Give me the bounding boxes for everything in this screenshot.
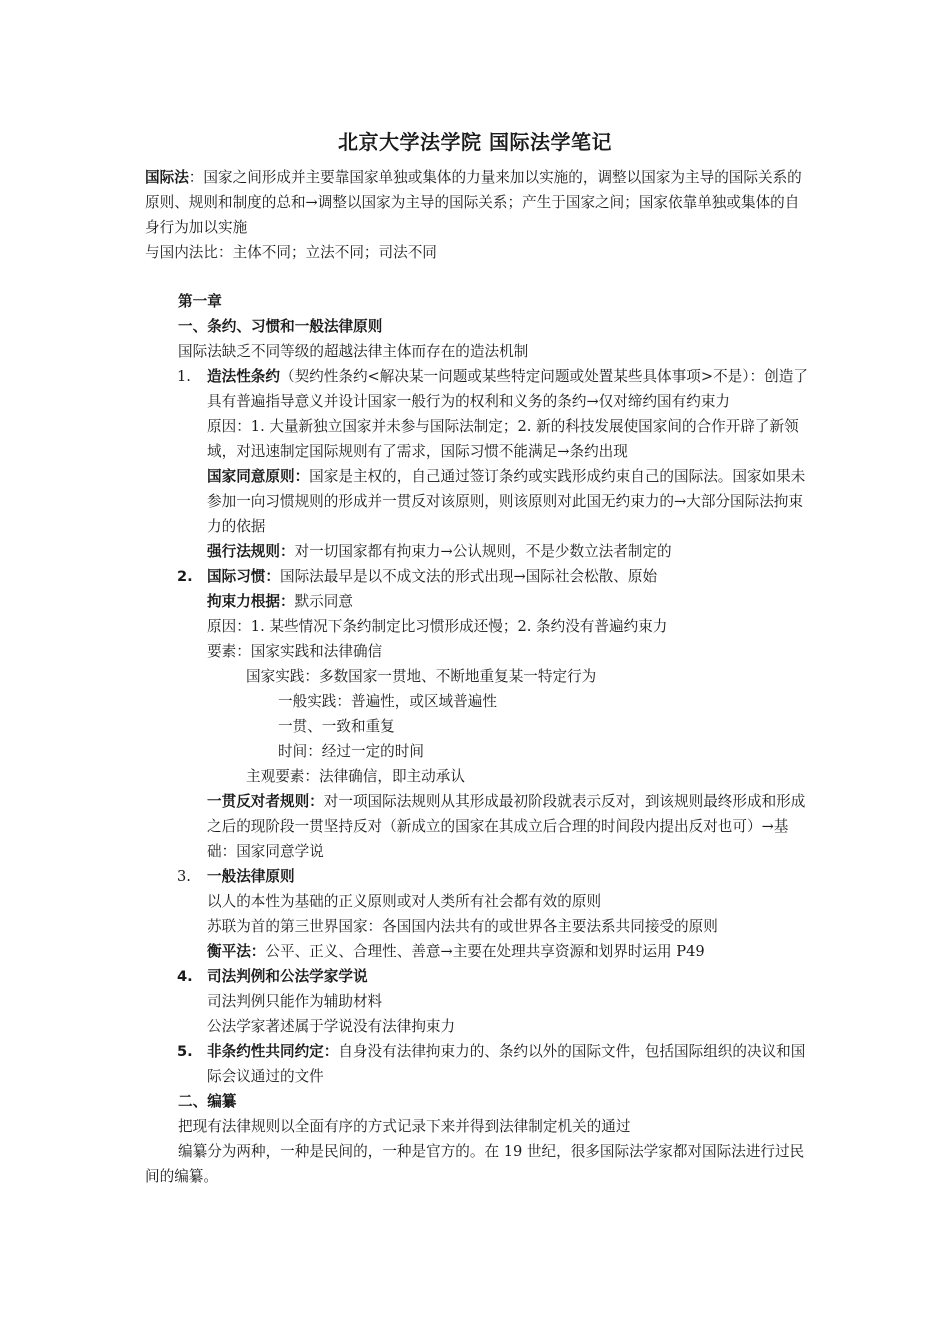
sub-item: 一般实践：普遍性，或区域普遍性 [278, 693, 497, 710]
list-item: 3. 一般法律原则 以人的本性为基础的正义原则或对人类所有社会都有效的原则 苏联为首的第三世界国家：各国国内法共有的或世界各主要法系共同接受的原则 衡平法：公平、正义、合理性、善意→主要在处理共享资源和划界时运用 P49 [207, 864, 813, 964]
list-item: 5. 非条约性共同约定：自身没有法律拘束力的、条约以外的国际文件，包括国际组织的决议和国际会议通过的文件 [207, 1039, 813, 1089]
list-item: 1. 造法性条约（契约性条约<解决某一问题或某些特定问题或处置某些具体事项>不是）：创造了具有普遍指导意义并设计国家一般行为的权利和义务的条约→仅对缔约国有约束力 原因：1. 大量新独立国家并未参与国际法制定；2. 新的科技发展使国家间的合作开辟了新领域，对迅速制定国际规则有了需求，国际习惯不能满足→条约出现 国家同意原则：国家是主权的，自己通过签订条约或实践形成约束自己的国际法。国家如果未参加一向习惯规则的形成并一贯反对该原则，则该原则对此国无约束力的→大部分国际法拘束力的依据 强行法规则：对一切国家都有拘束力→公认规则，不是少数立法者制定的 [207, 364, 813, 564]
item-number: 1. [177, 368, 191, 385]
sub-item: 国家实践：多数国家一贯地、不断地重复某一特定行为 [246, 668, 597, 685]
item-number: 4. [177, 968, 193, 985]
section-heading-1: 一、条约、习惯和一般法律原则 [178, 318, 383, 335]
intro-definition: 国际法：国家之间形成并主要靠国家单独或集体的力量来加以实施的，调整以国家为主导的国际关系的原则、规则和制度的总和→调整以国家为主导的国际关系；产生于国家之间；国家依靠单独或集体的自身行为加以实施 [145, 169, 802, 236]
item-term: 司法判例和公法学家学说 [207, 968, 368, 985]
list-item: 2. 国际习惯：国际法最早是以不成文法的形式出现→国际社会松散、原始 拘束力根据：默示同意 原因：1. 某些情况下条约制定比习惯形成还慢；2. 条约没有普遍约束力 要素：国家实践和法律确信 [207, 564, 813, 664]
list-item: 4. 司法判例和公法学家学说 司法判例只能作为辅助材料 公法学家著述属于学说没有法律拘束力 [207, 964, 813, 1039]
page-title: 北京大学法学院 国际法学笔记 [338, 130, 612, 154]
item-reason: 原因：1. 大量新独立国家并未参与国际法制定；2. 新的科技发展使国家间的合作开辟了新领域，对迅速制定国际规则有了需求，国际习惯不能满足→条约出现 [207, 418, 799, 460]
intro-compare: 与国内法比：主体不同；立法不同；司法不同 [145, 244, 437, 261]
item-term: 造法性条约 [207, 368, 280, 385]
item-number: 2. [177, 568, 193, 585]
section-heading-2: 二、编纂 [178, 1093, 237, 1110]
item-number: 5. [177, 1043, 193, 1060]
chapter-heading: 第一章 [178, 293, 222, 310]
sub-item: 主观要素：法律确信，即主动承认 [246, 768, 465, 785]
document-body: 国际法：国家之间形成并主要靠国家单独或集体的力量来加以实施的，调整以国家为主导的国际关系的原则、规则和制度的总和→调整以国家为主导的国际关系；产生于国家之间；国家依靠单独或集体的自身行为加以实施 与国内法比：主体不同；立法不同；司法不同 第一章 一、条约、习惯和一般法律原则 国际法缺乏不同等级的超越法律主体而存在的造法机制 1. 造法性条约（契约性条约<解决某一问题或某些特定问题或处置某些具体事项>不是）：创造了具有普遍指导意义并设计国家一般行为的权利和义务的条约→仅对缔约国有约束力 原因：1. 大量新独立国家并未参与国际法制定；2. 新的科技发展使国家间的合作开辟了新领域，对迅速制定国际规则有了需求，国际习惯不能满足→条约出现 国家同意原则：国家是主权的，自己通过签订条约或实践形成约束自己的国际法。国家如果未参加一向习惯规则的形成并一贯反对该原则，则该原则对此国无约束力的→大部分国际法拘束力的依据 强行法规则：对一切国家都有拘束力→公认规则，不是少数立法者制定的 2. 国际习惯：国际法最早是以不成文法的形式出现→国际社会松散、原始 拘束力根据：默示同意 原因：1. 某些情况下条约制定比习惯形成还慢；2. 条约没有普遍约束力 要素：国家实践和法律确信 国家实践：多数国家一贯地、不断地重复某一特定行为 一般实践：普遍性，或区域普遍性 一贯、一致和重复 时间：经过一定的时间 主观要素：法律确信，即主动承认 一贯反对者规则：对一项国际法规则从其形成最初阶段就表示反对，到该规则最终形成和形成之后的现阶段一贯坚持反对（新成立的国家在其成立后合理的时间段内提出反对也可）→基础：国家同意学说 3. 一般法律原则 以人的本性为基础的正义原则或对人类所有社会都有效的原则 苏联为首的第三世界国家：各国国内法共有的或世界各主要法系共同接受的原则 衡平法：公平、正义、合理性、善意→主要在处理共享资源和划界时运用 P49 4. 司法判例和公法学家学说 司法判例只能作为辅助材料 公法学家著述属于学说没有法律拘束力 5. 非条约性共同约定：自身没有法律拘束力的、条约以外的国际文件，包括国际组织的决议和国际会议通过的文件 二、编纂 把现有法律规则以全面有序的方式记录下来并得到法律制定机关的通过 编纂分为两种，一种是民间的，一种是官方的。在 19 世纪，很多国际法学家都对国际法进行过民间的编纂。 [145, 165, 813, 1189]
section-2-line: 把现有法律规则以全面有序的方式记录下来并得到法律制定机关的通过 [178, 1118, 631, 1135]
section-2-paragraph: 编纂分为两种，一种是民间的，一种是官方的。在 19 世纪，很多国际法学家都对国际法进行过民间的编纂。 [145, 1143, 805, 1185]
item-term: 一般法律原则 [207, 868, 295, 885]
intro-term: 国际法 [145, 169, 189, 186]
intro-text: 国家之间形成并主要靠国家单独或集体的力量来加以实施的，调整以国家为主导的国际关系的原则、规则和制度的总和→调整以国家为主导的国际关系；产生于国家之间；国家依靠单独或集体的自身行为加以实施 [145, 169, 802, 236]
sub-item: 一贯、一致和重复 [278, 718, 395, 735]
item-term: 国际习惯： [207, 568, 280, 585]
item-number: 3. [177, 868, 191, 885]
sub-item: 时间：经过一定的时间 [278, 743, 424, 760]
section-1-lead: 国际法缺乏不同等级的超越法律主体而存在的造法机制 [178, 343, 529, 360]
item-term: 非条约性共同约定： [207, 1043, 339, 1060]
